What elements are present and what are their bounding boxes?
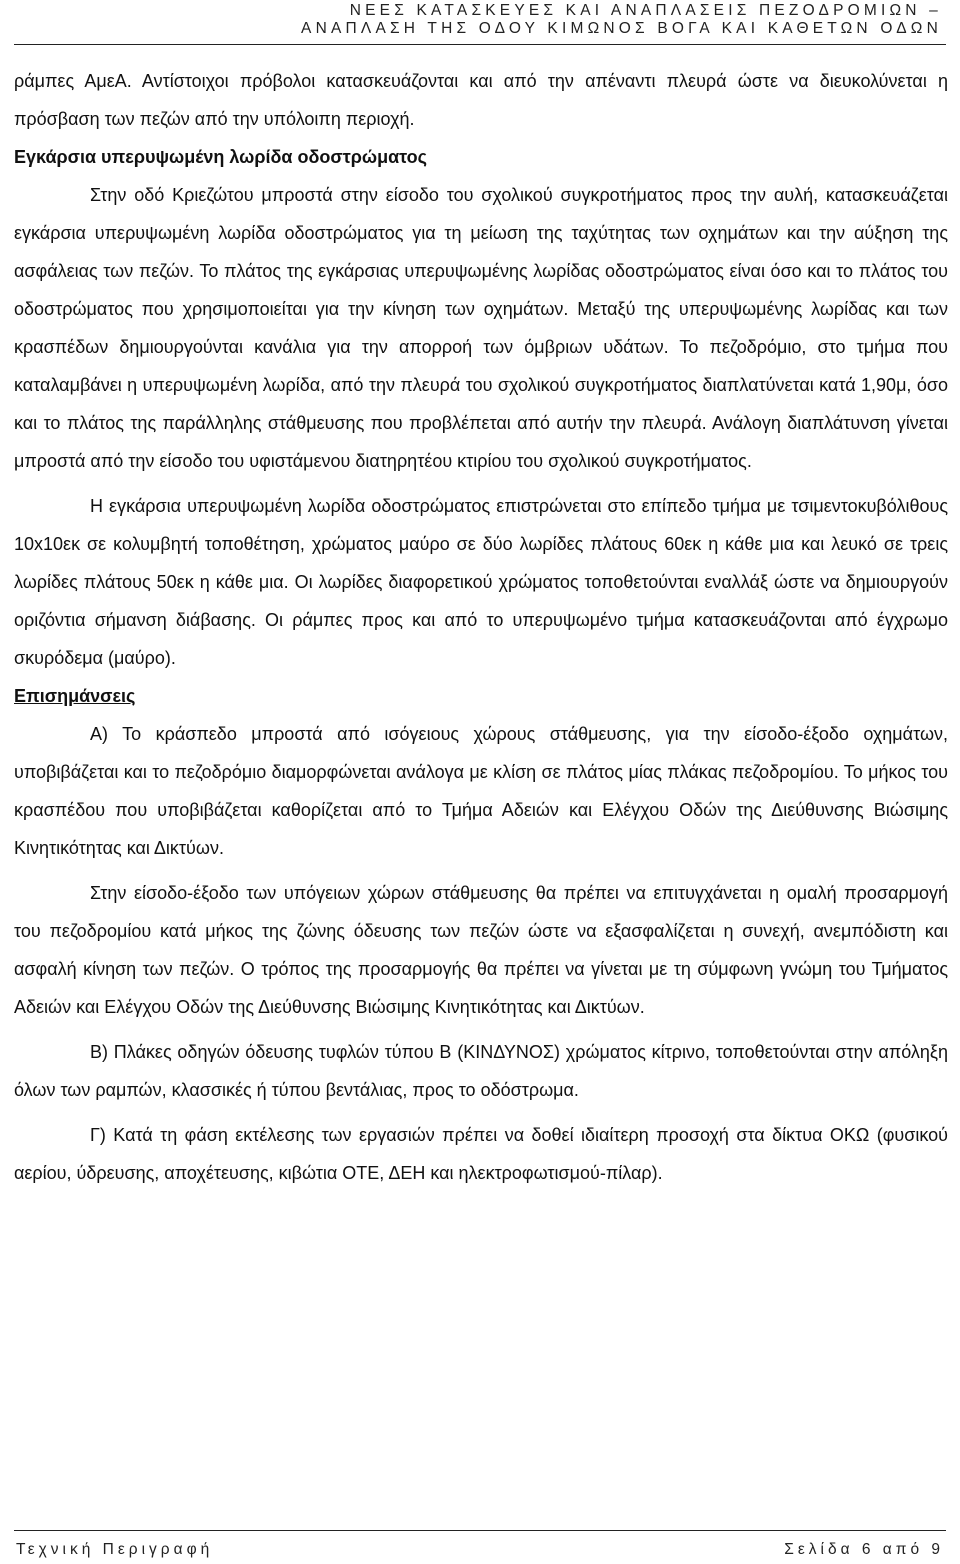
paragraph-raised-strip: Στην οδό Κριεζώτου μπροστά στην είσοδο του σχολικού συγκροτήματος προς την αυλή, κατασκευάζεται εγκάρσια υπερυψωμένη λωρίδα οδοστρώματος για τη μείωση της ταχύτητας των οχημάτων και την αύξηση της ασφάλειας των πεζών. Το πλάτος της εγκάρσιας υπερυψωμένης λωρίδας οδοστρώματος είναι όσο και το πλάτος του οδοστρώματος που χρησιμοποιείται για την κίνηση των οχημάτων. Μεταξύ της υπερυψωμένης λωρίδας και των κρασπέδων δημιουργούνται κανάλια για την απορροή των όμβριων υδάτων. Το πεζοδρόμιο, στο τμήμα που καταλαμβάνει η υπερυψωμένη λωρίδα, από την πλευρά του σχολικού συγκροτήματος διαπλατύνεται κατά 1,90μ, όσο και το πλάτος της παράλληλης στάθμευσης που προβλέπεται από αυτήν την πλευρά. Ανάλογη διαπλάτυνση γίνεται μπροστά από την είσοδο του υφιστάμενου διατηρητέου κτιρίου του σχολικού συγκροτήματος. [14, 185, 948, 471]
section-heading-raised-strip: Εγκάρσια υπερυψωμένη λωρίδα οδοστρώματος [14, 147, 428, 167]
footer-document-title: Τεχνική Περιγραφή [16, 1541, 214, 1558]
paragraph-paving: Η εγκάρσια υπερυψωμένη λωρίδα οδοστρώματος επιστρώνεται στο επίπεδο τμήμα με τσιμεντοκυβόλιθους 10x10εκ σε κολυμβητή τοποθέτηση, χρώματος μαύρο σε δύο λωρίδες πλάτους 60εκ η κάθε μια και λευκό σε τρεις λωρίδες πλάτους 50εκ η κάθε μια. Οι λωρίδες διαφορετικού χρώματος τοποθετούνται εναλλάξ ώστε να δημιουργούν οριζόντια σήμανση διάβασης. Οι ράμπες προς και από το υπερυψωμένο τμήμα κατασκευάζονται από έγχρωμο σκυρόδεμα (μαύρο). [14, 496, 948, 668]
paragraph-ramps: ράμπες ΑμεΑ. Αντίστοιχοι πρόβολοι κατασκευάζονται και από την απέναντι πλευρά ώστε να διευκολύνεται η πρόσβαση των πεζών από την υπόλοιπη περιοχή. [14, 71, 948, 129]
note-a: Α) Το κράσπεδο μπροστά από ισόγειους χώρους στάθμευσης, για την είσοδο-έξοδο οχημάτων, υποβιβάζεται και το πεζοδρόμιο διαμορφώνεται ανάλογα με κλίση σε πλάτος μίας πλάκας πεζοδρομίου. Το μήκος του κρασπέδου που υποβιβάζεται καθορίζεται από το Τμήμα Αδειών και Ελέγχου Οδών της Διεύθυνσης Βιώσιμης Κινητικότητας και Δικτύων. [14, 724, 948, 858]
note-b: Β) Πλάκες οδηγών όδευσης τυφλών τύπου Β (ΚΙΝΔΥΝΟΣ) χρώματος κίτρινο, τοποθετούνται στην απόληξη όλων των ραμπών, κλασσικές ή τύπου βεντάλιας, προς το οδόστρωμα. [14, 1042, 948, 1100]
section-heading-notes: Επισημάνσεις [14, 686, 136, 706]
page-header [22, 2, 942, 38]
header-line-2: ΑΝΑΠΛΑΣΗ ΤΗΣ ΟΔΟΥ ΚΙΜΩΝΟΣ ΒΟΓΑ ΚΑΙ ΚΑΘΕΤΩΝ ΟΔΩΝ [301, 20, 942, 37]
header-divider [14, 44, 946, 45]
page-footer [16, 1541, 944, 1559]
footer-divider [14, 1530, 946, 1531]
document-body [14, 62, 948, 1192]
header-line-1: ΝΕΕΣ ΚΑΤΑΣΚΕΥΕΣ ΚΑΙ ΑΝΑΠΛΑΣΕΙΣ ΠΕΖΟΔΡΟΜΙΩΝ – [349, 2, 942, 19]
footer-page-number: Σελίδα 6 από 9 [784, 1541, 944, 1558]
note-a-continued: Στην είσοδο-έξοδο των υπόγειων χώρων στάθμευσης θα πρέπει να επιτυγχάνεται η ομαλή προσαρμογή του πεζοδρομίου κατά μήκος της ζώνης όδευσης των πεζών ώστε να εξασφαλίζεται η συνεχή, ανεμπόδιστη και ασφαλή κίνηση των πεζών. Ο τρόπος της προσαρμογής θα πρέπει να γίνεται με τη σύμφωνη γνώμη του Τμήματος Αδειών και Ελέγχου Οδών της Διεύθυνσης Βιώσιμης Κινητικότητας και Δικτύων. [14, 883, 948, 1017]
note-c: Γ) Κατά τη φάση εκτέλεσης των εργασιών πρέπει να δοθεί ιδιαίτερη προσοχή στα δίκτυα ΟΚΩ (φυσικού αερίου, ύδρευσης, αποχέτευσης, κιβώτια ΟΤΕ, ΔΕΗ και ηλεκτροφωτισμού-πίλαρ). [14, 1125, 948, 1183]
